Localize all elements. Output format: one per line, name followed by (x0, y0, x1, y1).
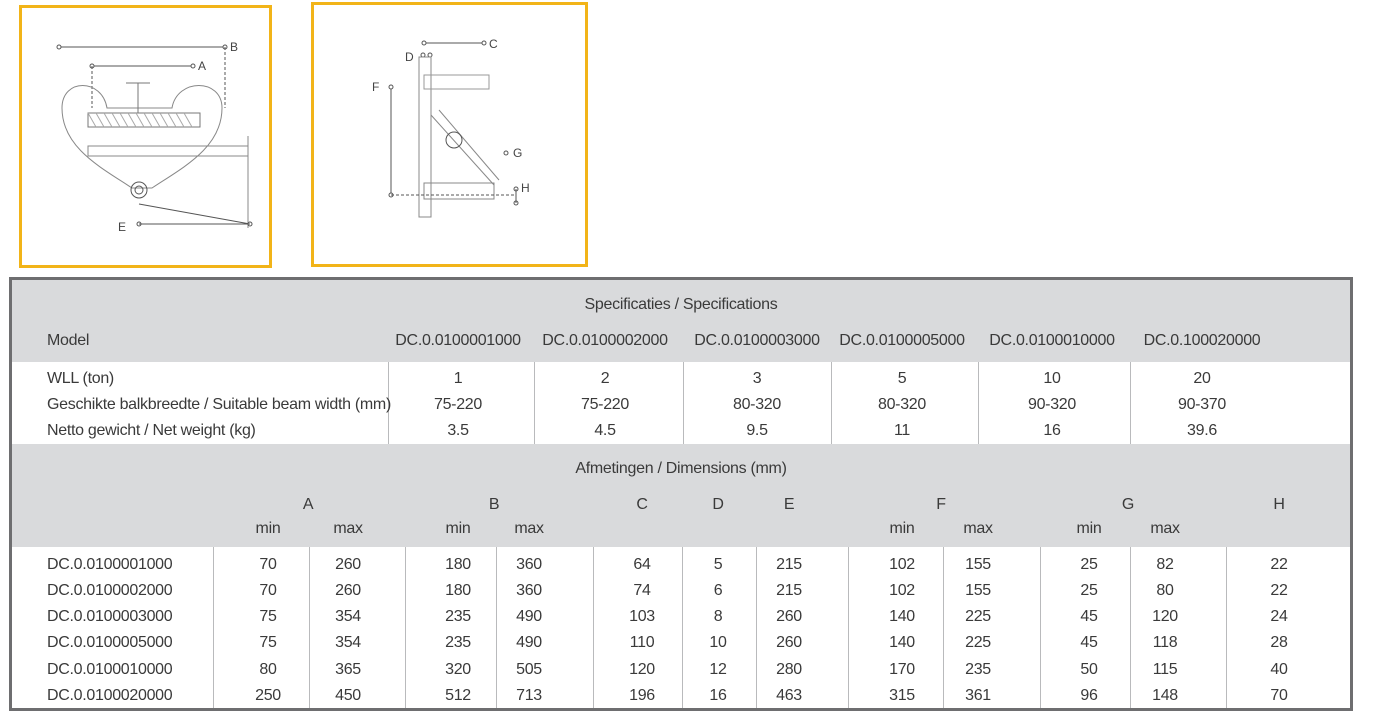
dim-cell: 75 (259, 608, 277, 625)
spec-cell: 39.6 (1187, 422, 1217, 439)
dim-cell: 45 (1080, 608, 1098, 625)
dim-cell: 115 (1152, 661, 1178, 678)
dim-cell: 70 (1270, 687, 1288, 704)
dim-cell: 10 (709, 634, 727, 651)
dim-group-d: D (712, 496, 724, 513)
dim-cell: 64 (633, 556, 651, 573)
dim-cell: 235 (445, 608, 471, 625)
divider (1130, 362, 1131, 444)
dim-cell: 12 (709, 661, 727, 678)
dim-cell: 80 (1156, 582, 1174, 599)
dim-cell: 40 (1270, 661, 1288, 678)
dim-cell: 170 (889, 661, 915, 678)
spec-cell: 80-320 (732, 396, 782, 413)
dim-cell: 120 (629, 661, 655, 678)
dim-group-f: F (936, 496, 946, 513)
dim-cell: 365 (335, 661, 361, 678)
divider (683, 362, 684, 444)
sub-max: max (333, 520, 363, 537)
dim-cell: 361 (965, 687, 991, 704)
dim-cell: 140 (889, 608, 915, 625)
dim-cell: 70 (259, 582, 277, 599)
divider (1226, 547, 1227, 711)
spec-cell: 80-320 (877, 396, 927, 413)
dim-cell: 110 (629, 634, 655, 651)
dim-cell: 320 (445, 661, 471, 678)
dim-cell: 155 (965, 582, 991, 599)
specifications-table (9, 277, 1353, 711)
dim-cell: 354 (335, 634, 361, 651)
dim-cell: 260 (335, 556, 361, 573)
dim-cell: 450 (335, 687, 361, 704)
sub-min: min (445, 520, 471, 537)
dim-group-b: B (488, 496, 500, 513)
spec-title: Specificaties / Specifications (584, 296, 778, 313)
divider (496, 547, 497, 711)
divider (309, 547, 310, 711)
dim-cell: 5 (713, 556, 723, 573)
model-label: Model (47, 332, 90, 349)
model-header: DC.0.0100005000 (839, 332, 965, 349)
divider (213, 547, 214, 711)
model-header: DC.0.0100010000 (989, 332, 1115, 349)
label-g: G (513, 146, 523, 160)
dim-cell: 24 (1270, 608, 1288, 625)
dim-cell: 225 (965, 634, 991, 651)
sub-min: min (889, 520, 915, 537)
dim-cell: 505 (516, 661, 542, 678)
label-f: F (372, 80, 380, 94)
sub-min: min (255, 520, 281, 537)
sub-max: max (1150, 520, 1180, 537)
dimensions-title: Afmetingen / Dimensions (mm) (575, 460, 787, 477)
spec-cell: 5 (897, 370, 907, 387)
spec-row-label: Geschikte balkbreedte / Suitable beam width (mm) (47, 396, 391, 413)
dim-cell: 25 (1080, 582, 1098, 599)
sub-min: min (1076, 520, 1102, 537)
dim-group-c: C (636, 496, 648, 513)
spec-cell: 3 (752, 370, 762, 387)
sub-max: max (514, 520, 544, 537)
divider (405, 547, 406, 711)
spec-cell: 9.5 (746, 422, 768, 439)
dim-cell: 280 (776, 661, 802, 678)
dim-cell: 96 (1080, 687, 1098, 704)
dim-row-model: DC.0.0100002000 (47, 582, 173, 599)
dim-cell: 215 (776, 556, 802, 573)
dim-cell: 103 (629, 608, 655, 625)
divider (682, 547, 683, 711)
dim-cell: 512 (445, 687, 471, 704)
dim-cell: 28 (1270, 634, 1288, 651)
dim-cell: 260 (776, 634, 802, 651)
spec-cell: 75-220 (580, 396, 630, 413)
spec-cell: 10 (1043, 370, 1061, 387)
dim-cell: 360 (516, 556, 542, 573)
dim-cell: 315 (889, 687, 915, 704)
dim-cell: 196 (629, 687, 655, 704)
dim-cell: 120 (1152, 608, 1178, 625)
side-view-drawing (311, 2, 588, 267)
dim-cell: 22 (1270, 556, 1288, 573)
front-view-drawing (19, 5, 272, 268)
dim-cell: 354 (335, 608, 361, 625)
divider (848, 547, 849, 711)
spec-cell: 16 (1043, 422, 1061, 439)
dim-cell: 118 (1152, 634, 1178, 651)
spec-cell: 20 (1193, 370, 1211, 387)
spec-cell: 11 (893, 422, 911, 439)
spec-cell: 75-220 (433, 396, 483, 413)
dim-cell: 713 (516, 687, 542, 704)
dim-cell: 70 (259, 556, 277, 573)
label-e: E (118, 220, 127, 234)
dim-cell: 50 (1080, 661, 1098, 678)
dim-cell: 463 (776, 687, 802, 704)
dim-cell: 80 (259, 661, 277, 678)
dim-cell: 45 (1080, 634, 1098, 651)
dim-cell: 260 (335, 582, 361, 599)
dim-row-model: DC.0.0100001000 (47, 556, 173, 573)
sub-max: max (963, 520, 993, 537)
dim-cell: 260 (776, 608, 802, 625)
label-c: C (489, 37, 498, 51)
label-b: B (230, 40, 239, 54)
divider (593, 547, 594, 711)
dim-cell: 25 (1080, 556, 1098, 573)
spec-cell: 90-370 (1177, 396, 1227, 413)
spec-row-label: Netto gewicht / Net weight (kg) (47, 422, 256, 439)
dim-cell: 140 (889, 634, 915, 651)
model-header: DC.0.100020000 (1143, 332, 1261, 349)
dim-cell: 235 (445, 634, 471, 651)
dim-cell: 360 (516, 582, 542, 599)
model-header: DC.0.0100003000 (694, 332, 820, 349)
dim-cell: 490 (516, 634, 542, 651)
dim-cell: 215 (776, 582, 802, 599)
dim-row-model: DC.0.0100020000 (47, 687, 173, 704)
dim-cell: 180 (445, 582, 471, 599)
dim-cell: 155 (965, 556, 991, 573)
divider (756, 547, 757, 711)
dim-cell: 82 (1156, 556, 1174, 573)
dim-cell: 102 (889, 556, 915, 573)
spec-row-label: WLL (ton) (47, 370, 114, 387)
beam-clamp-side-view-icon (314, 5, 591, 270)
divider (978, 362, 979, 444)
dim-cell: 148 (1152, 687, 1178, 704)
dim-row-model: DC.0.0100010000 (47, 661, 173, 678)
dim-cell: 75 (259, 634, 277, 651)
spec-cell: 4.5 (594, 422, 616, 439)
dim-cell: 225 (965, 608, 991, 625)
label-a: A (198, 59, 207, 73)
spec-cell: 90-320 (1027, 396, 1077, 413)
dim-cell: 235 (965, 661, 991, 678)
label-h: H (521, 181, 530, 195)
beam-clamp-front-view-icon (22, 8, 275, 271)
model-header: DC.0.0100001000 (395, 332, 521, 349)
dim-cell: 180 (445, 556, 471, 573)
dim-row-model: DC.0.0100005000 (47, 634, 173, 651)
dim-cell: 22 (1270, 582, 1288, 599)
model-header: DC.0.0100002000 (542, 332, 668, 349)
divider (1130, 547, 1131, 711)
dim-row-model: DC.0.0100003000 (47, 608, 173, 625)
spec-cell: 1 (453, 370, 463, 387)
dim-cell: 6 (713, 582, 723, 599)
divider (1040, 547, 1041, 711)
divider (534, 362, 535, 444)
dim-cell: 8 (713, 608, 723, 625)
dim-group-a: A (302, 496, 314, 513)
dim-cell: 74 (633, 582, 651, 599)
dim-group-g: G (1121, 496, 1135, 513)
dim-cell: 102 (889, 582, 915, 599)
dim-cell: 250 (255, 687, 281, 704)
divider (943, 547, 944, 711)
dim-group-h: H (1273, 496, 1285, 513)
dim-cell: 490 (516, 608, 542, 625)
dim-cell: 16 (709, 687, 727, 704)
spec-cell: 3.5 (447, 422, 469, 439)
divider (831, 362, 832, 444)
dim-group-e: E (783, 496, 795, 513)
label-d: D (405, 50, 414, 64)
spec-cell: 2 (600, 370, 610, 387)
